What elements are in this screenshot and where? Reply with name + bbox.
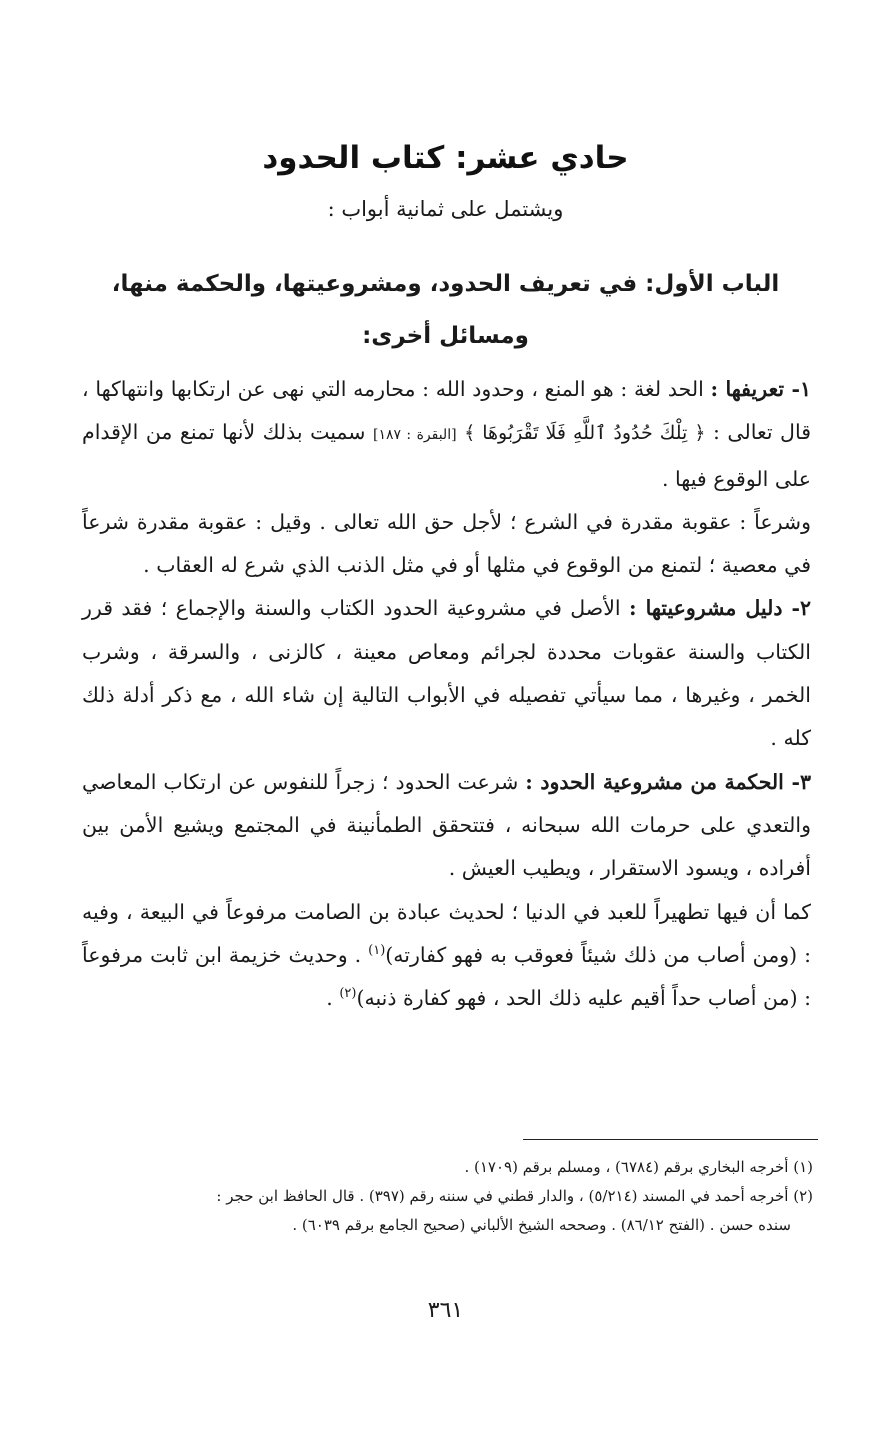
- section-title: الباب الأول: في تعريف الحدود، ومشروعيتها، والحكمة منها، ومسائل أخرى:: [111, 271, 780, 349]
- footnote-ref-1: (١): [368, 943, 386, 959]
- paragraph-definition: [82, 368, 811, 501]
- paragraph-purification: [82, 891, 811, 1021]
- footnote-ref-2: (٢): [339, 986, 357, 1002]
- footnote-2-continued: سنده حسن . (الفتح ٨٦/١٢) . وصححه الشيخ الألباني (صحيح الجامع برقم ٦٠٣٩) .: [292, 1216, 791, 1234]
- definition-text: الحد لغة : هو المنع ، وحدود الله : محارمه التي نهى عن ارتكابها وانتهاكها ، قال تعالى :: [82, 377, 811, 445]
- quran-reference: [البقرة : ١٨٧]: [372, 427, 457, 444]
- definition-label: ١- تعريفها :: [710, 377, 811, 401]
- purification-text: كما أن فيها تطهيراً للعبد في الدنيا ؛ لحديث عبادة بن الصامت مرفوعاً في البيعة ، وفيه : (ومن أصاب من ذلك شيئاً فعوقب به فهو كفارته): [82, 899, 811, 967]
- paragraph-legal-definition: وشرعاً : عقوبة مقدرة في الشرع ؛ لأجل حق الله تعالى . وقيل : عقوبة مقدرة شرعاً في معصية ؛ لتمنع من الوقوع في مثلها أو في مثل الذنب الذي شرع له العقاب .: [82, 509, 811, 578]
- wisdom-text: شرعت الحدود ؛ زجراً للنفوس عن ارتكاب المعاصي والتعدي على حرمات الله سبحانه ، فتتحقق الطمأنينة في المجتمع ويشيع الأمن بين أفراده ، ويسود الاستقرار ، ويطيب العيش .: [82, 769, 811, 881]
- body-text: [82, 368, 811, 1020]
- footnote-divider: [523, 1139, 818, 1140]
- chapter-title: حادي عشر: كتاب الحدود: [262, 140, 629, 176]
- footnote-2: (٢) أخرجه أحمد في المسند (٥/٢١٤) ، والدار قطني في سننه رقم (٣٩٧) . قال الحافظ ابن حجر :: [216, 1187, 813, 1205]
- evidence-text: الأصل في مشروعية الحدود الكتاب والسنة والإجماع ؛ فقد قرر الكتاب والسنة عقوبات محددة لجرائم ومعاص معينة ، كالزنى ، والسرقة ، وشرب الخمر ، وغيرها ، مما سيأتي تفصيله في الأبواب التالية إن شاء الله ، مع ذكر أدلة ذلك كله .: [82, 596, 811, 751]
- definition-text-end: سميت بذلك لأنها تمنع من الإقدام على الوقوع فيها .: [82, 420, 811, 491]
- quran-quote: ﴿ تِلْكَ حُدُودُ ٱللَّهِ فَلَا تَقْرَبُوهَا ﴾: [464, 422, 706, 445]
- paragraph-wisdom: [82, 761, 811, 891]
- evidence-label: ٢- دليل مشروعيتها :: [629, 596, 811, 621]
- footnote-1: (١) أخرجه البخاري برقم (٦٧٨٤) ، ومسلم برقم (١٧٠٩) .: [464, 1158, 813, 1176]
- wisdom-label: ٣- الحكمة من مشروعية الحدود :: [525, 769, 811, 794]
- chapter-subtitle: ويشتمل على ثمانية أبواب :: [327, 197, 564, 221]
- footnotes: [81, 1153, 813, 1240]
- page-number: ٣٦١: [427, 1298, 464, 1323]
- purification-text-2: . وحديث خزيمة ابن ثابت مرفوعاً : (من أصاب حداً أقيم عليه ذلك الحد ، فهو كفارة ذنبه): [82, 942, 811, 1011]
- paragraph-evidence: [82, 587, 811, 760]
- purification-text-end: .: [326, 986, 333, 1011]
